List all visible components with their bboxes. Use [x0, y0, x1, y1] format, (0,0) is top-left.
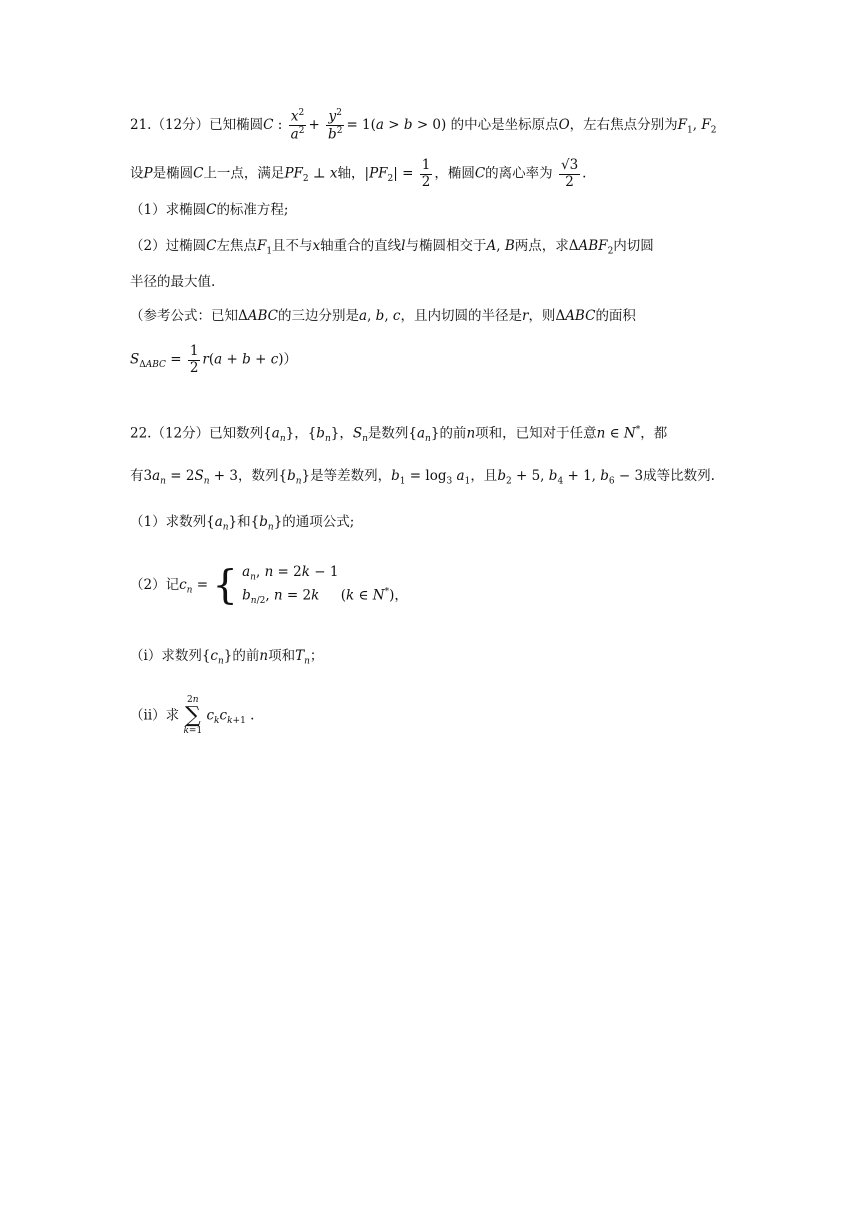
q21-line2: 设P是椭圆C上一点，满足$PF_2$ ⊥ x轴，$|PF_2|$ = $\frac{1}{2}$ ，椭圆C的离心率为 $\frac{√3}{2}$ . — [130, 157, 587, 190]
ellipse-x-term: $\frac{x^2}{a^2}$ — [290, 108, 305, 143]
q21-part1: （1）求椭圆C的标准方程; — [130, 202, 289, 218]
q22-part1: （1）求数列$\{a_n\}$和$\{b_n\}$的通项公式; — [130, 514, 355, 533]
q21-reference: （参考公式：已知ΔABC的三边分别是a, b, c，且内切圆的半径是r，则ΔABC的面积 — [130, 308, 636, 324]
q21-heading: 21.（12分）已知椭圆 — [130, 117, 264, 134]
q22-sub-ii: （ii）求 2n ∑ k=1 $c_kc_{k+1}$ . — [130, 695, 255, 736]
half-fraction: $\frac{1}{2}$ — [421, 157, 431, 190]
q21-part2-cont: 半径的最大值. — [130, 274, 216, 290]
q21-area-formula: $S_{\Delta ABC}$ = $\frac{1}{2}$ r(a + b + c)） — [130, 343, 298, 376]
eccentricity-fraction: $\frac{√3}{2}$ — [560, 157, 579, 190]
q22-heading: 22.（12分）已知数列 — [130, 425, 264, 442]
q22-sub-i: （i）求数列$\{c_n\}$的前n项和$T_n$； — [130, 648, 324, 667]
summation-symbol: 2n ∑ k=1 — [183, 695, 203, 736]
q22-line2: 有$3a_n = 2S_n + 3$，数列$\{b_n\}$是等差数列，$b_1 = \log_3 a_1$，且$b_2 + 5$, $b_4 + 1$, $b_6 - 3$成等比数列. — [130, 468, 715, 487]
q22-line1: 22.（12分）已知数列$\{a_n\}$，$\{b_n\}$，$S_n$是数列$\{a_n\}$的前n项和，已知对于任意n ∈ N*，都 — [130, 425, 668, 445]
q21-line1: 21.（12分）已知椭圆C : $\frac{x^2}{a^2}$ + $\frac{y^2}{b^2}$ = 1(a > b > 0) 的中心是坐标原点O，左右焦点分别为$F_1$, $F_2$ — [130, 108, 717, 143]
q22-part2: （2）记$c_n$ = { $a_n$, n = 2k − 1 $b_{n/2}$, n = 2k (k ∈ N*)， — [130, 562, 408, 609]
piecewise-cases: $a_n$, n = 2k − 1 $b_{n/2}$, n = 2k (k ∈ N*)， — [242, 564, 408, 607]
ellipse-y-term: $\frac{y^2}{b^2}$ — [328, 108, 343, 143]
q21-part2: （2）过椭圆C左焦点$F_1$且不与x轴重合的直线l与椭圆相交于A, B两点，求$\Delta ABF_2$内切圆 — [130, 238, 654, 257]
piecewise-brace: { — [212, 562, 238, 609]
